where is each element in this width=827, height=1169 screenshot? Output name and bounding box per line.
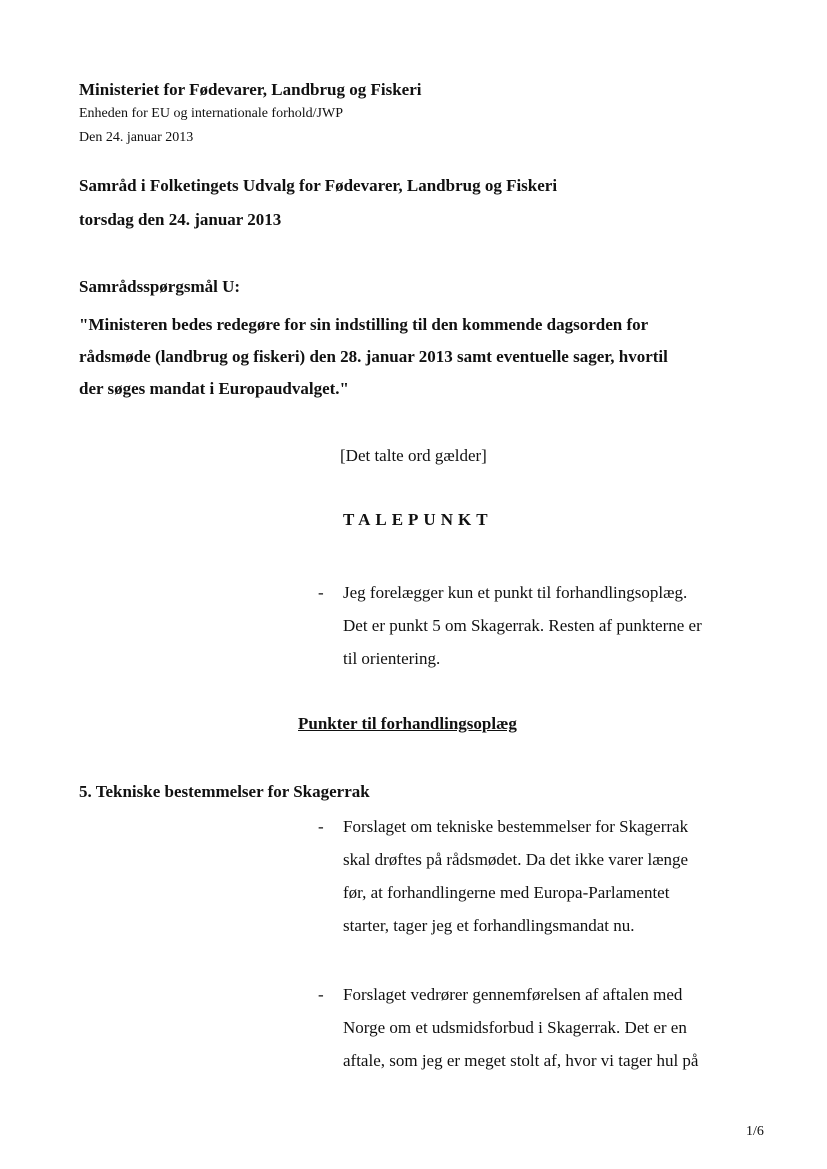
question-label: Samrådsspørgsmål U: (79, 277, 241, 296)
bullet-line: Norge om et udsmidsforbud i Skagerrak. Det er en (343, 1018, 687, 1037)
page-number: 1/6 (746, 1124, 764, 1139)
bullet-line: Forslaget vedrører gennemførelsen af aftalen med (343, 985, 683, 1004)
question-text (79, 309, 779, 405)
bullet-line: starter, tager jeg et forhandlingsmandat nu. (343, 916, 635, 935)
bullet-line: før, at forhandlingerne med Europa-Parlamentet (343, 883, 670, 902)
item-title: 5. Tekniske bestemmelser for Skagerrak (79, 782, 370, 801)
section-title: Punkter til forhandlingsoplæg (298, 714, 517, 733)
document-date: Den 24. januar 2013 (79, 130, 194, 145)
question-line: der søges mandat i Europaudvalget." (79, 379, 349, 398)
bullet-line: Forslaget om tekniske bestemmelser for Skagerrak (343, 817, 689, 836)
bullet-line: Jeg forelægger kun et punkt til forhandlingsoplæg. (343, 583, 688, 602)
bullet-line: til orientering. (343, 649, 441, 668)
bullet-line: Det er punkt 5 om Skagerrak. Resten af punkterne er (343, 616, 702, 635)
bullet-line: skal drøftes på rådsmødet. Da det ikke varer længe (343, 850, 689, 869)
meeting-day: torsdag den 24. januar 2013 (79, 210, 282, 229)
bullet-dash: - (318, 817, 324, 836)
ministry-name: Ministeriet for Fødevarer, Landbrug og Fiskeri (79, 80, 422, 99)
bullet-dash: - (318, 583, 324, 602)
unit-name: Enheden for EU og internationale forhold/JWP (79, 106, 343, 121)
question-line: rådsmøde (landbrug og fiskeri) den 28. januar 2013 samt eventuelle sager, hvortil (79, 347, 668, 366)
meeting-title: Samråd i Folketingets Udvalg for Fødevarer, Landbrug og Fiskeri (79, 176, 558, 195)
bullet-dash: - (318, 985, 324, 1004)
bullet-line: aftale, som jeg er meget stolt af, hvor vi tager hul på (343, 1051, 699, 1070)
spoken-word-note: [Det talte ord gælder] (340, 446, 487, 465)
talepunkt-heading: TALEPUNKT (343, 510, 493, 529)
question-line: "Ministeren bedes redegøre for sin indstilling til den kommende dagsorden for (79, 315, 649, 334)
